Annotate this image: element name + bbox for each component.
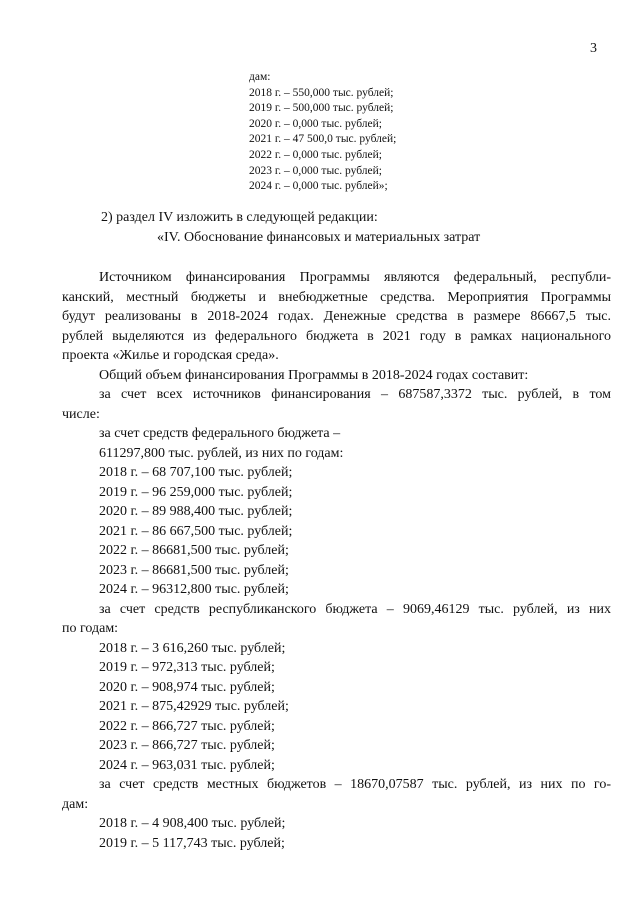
republic-budget-header: по годам: <box>62 621 119 636</box>
tail-line: 2019 г. – 500,000 тыс. рублей; <box>249 102 394 115</box>
republic-year-item: 2023 г. – 866,727 тыс. рублей; <box>99 738 275 753</box>
total-financing-intro: Общий объем финансирования Программы в 2018-2024 годах составит: <box>99 367 529 383</box>
federal-budget-header: за счет средств федерального бюджета – <box>99 426 341 441</box>
federal-year-item: 2023 г. – 86681,500 тыс. рублей; <box>99 562 289 578</box>
tail-line: 2021 г. – 47 500,0 тыс. рублей; <box>249 133 397 146</box>
section-heading: «IV. Обоснование финансовых и материальных затрат <box>157 230 481 245</box>
federal-year-item: 2019 г. – 96 259,000 тыс. рублей; <box>99 484 293 500</box>
republic-year-item: 2024 г. – 963,031 тыс. рублей; <box>99 757 275 773</box>
tail-line: 2020 г. – 0,000 тыс. рублей; <box>249 117 382 130</box>
republic-year-item: 2022 г. – 866,727 тыс. рублей; <box>99 718 275 734</box>
all-sources-line: за счет всех источников финансирования – 687587,3372 тыс. рублей, в том <box>99 387 611 402</box>
paragraph-line: проекта «Жилье и городская среда». <box>62 348 279 363</box>
page-number: 3 <box>590 41 597 56</box>
tail-line: 2023 г. – 0,000 тыс. рублей; <box>249 164 382 177</box>
local-budget-header: дам: <box>62 796 89 812</box>
local-budget-header: за счет средств местных бюджетов – 18670,07587 тыс. рублей, из них по го- <box>99 777 611 792</box>
local-year-item: 2019 г. – 5 117,743 тыс. рублей; <box>99 835 285 851</box>
all-sources-line: числе: <box>62 406 100 422</box>
tail-line: 2022 г. – 0,000 тыс. рублей; <box>249 148 382 161</box>
document-body <box>62 268 611 853</box>
paragraph-line: канский, местный бюджеты и внебюджетные средства. Мероприятия Программы <box>62 289 611 305</box>
tail-line: 2024 г. – 0,000 тыс. рублей»; <box>249 180 388 193</box>
tail-line: 2018 г. – 550,000 тыс. рублей; <box>249 86 394 99</box>
republic-year-item: 2019 г. – 972,313 тыс. рублей; <box>99 660 275 675</box>
paragraph-line: рублей выделяются из федерального бюджета в 2021 году в рамках национального <box>62 328 611 344</box>
paragraph-line: Источником финансирования Программы являются федеральный, республи- <box>99 270 611 285</box>
tail-line: дам: <box>249 71 271 83</box>
federal-budget-total: 611297,800 тыс. рублей, из них по годам: <box>99 445 344 461</box>
federal-year-item: 2021 г. – 86 667,500 тыс. рублей; <box>99 523 293 539</box>
republic-year-item: 2018 г. – 3 616,260 тыс. рублей; <box>99 640 286 656</box>
federal-year-item: 2024 г. – 96312,800 тыс. рублей; <box>99 582 289 597</box>
amendment-instruction: 2) раздел IV изложить в следующей редакции: <box>101 210 378 225</box>
federal-year-item: 2022 г. – 86681,500 тыс. рублей; <box>99 543 289 558</box>
federal-year-item: 2018 г. – 68 707,100 тыс. рублей; <box>99 465 293 480</box>
federal-year-item: 2020 г. – 89 988,400 тыс. рублей; <box>99 504 293 519</box>
republic-year-item: 2021 г. – 875,42929 тыс. рублей; <box>99 699 289 714</box>
local-year-item: 2018 г. – 4 908,400 тыс. рублей; <box>99 816 286 831</box>
republic-budget-header: за счет средств республиканского бюджета – 9069,46129 тыс. рублей, из них <box>99 601 611 617</box>
previous-section-tail <box>249 70 589 195</box>
paragraph-line: будут реализованы в 2018-2024 годах. Денежные средства в размере 86667,5 тыс. <box>62 309 611 324</box>
republic-year-item: 2020 г. – 908,974 тыс. рублей; <box>99 679 275 695</box>
